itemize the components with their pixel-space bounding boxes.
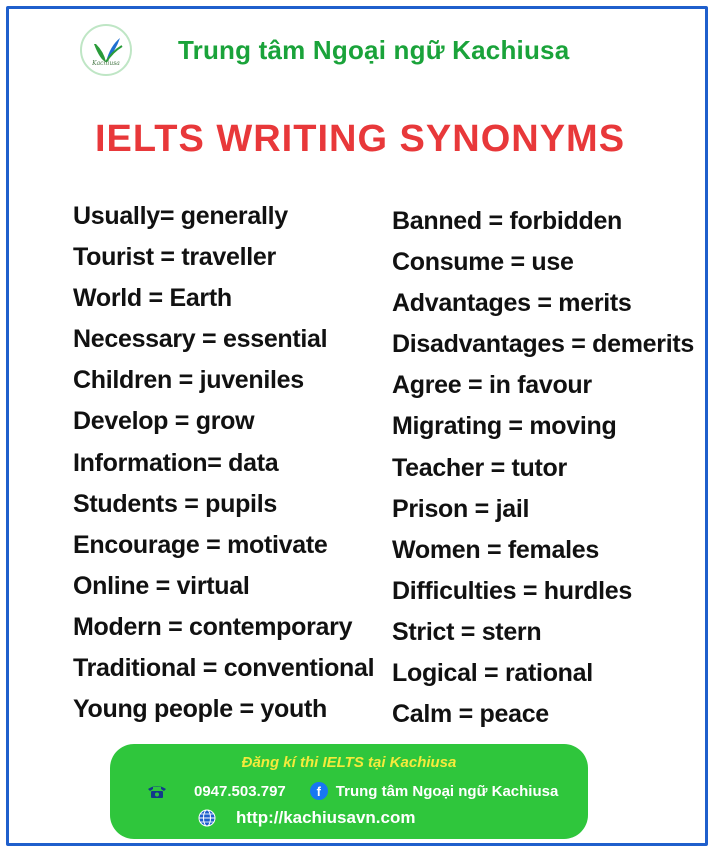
synonym-item: Usually= generally xyxy=(73,202,288,230)
contact-footer xyxy=(110,744,588,839)
page-title: IELTS WRITING SYNONYMS xyxy=(94,118,626,160)
synonym-item: Advantages = merits xyxy=(392,289,632,318)
synonym-item: Migrating = moving xyxy=(392,412,617,441)
synonym-item: Children = juveniles xyxy=(73,366,304,395)
footer-website-row xyxy=(198,806,415,830)
footer-contact-row xyxy=(146,780,568,802)
website-link[interactable]: http://kachiusavn.com xyxy=(236,808,416,827)
synonym-item: Consume = use xyxy=(392,248,574,277)
globe-icon xyxy=(198,809,216,827)
leaf-logo-icon xyxy=(80,24,132,76)
synonym-item: Agree = in favour xyxy=(392,371,592,400)
synonym-item: Teacher = tutor xyxy=(392,453,567,482)
synonym-item: Modern = contemporary xyxy=(73,612,353,641)
synonym-item: Necessary = essential xyxy=(73,325,328,354)
synonym-item: Online = virtual xyxy=(73,571,250,600)
synonym-item: Disadvantages = demerits xyxy=(392,330,694,359)
synonym-item: Young people = youth xyxy=(73,695,327,724)
facebook-icon: f xyxy=(310,782,328,800)
synonym-item: Calm = peace xyxy=(392,700,549,729)
synonym-item: Logical = rational xyxy=(392,659,593,688)
synonym-item: Traditional = conventional xyxy=(73,654,375,683)
synonym-item: Develop = grow xyxy=(73,407,255,436)
phone-icon xyxy=(146,783,168,799)
synonym-item: Women = females xyxy=(392,535,599,564)
facebook-page-link[interactable]: Trung tâm Ngoại ngữ Kachiusa xyxy=(335,782,559,800)
synonym-item: Difficulties = hurdles xyxy=(392,576,632,605)
synonym-item: Prison = jail xyxy=(392,494,530,523)
synonym-item: Strict = stern xyxy=(392,617,542,646)
synonym-item: Tourist = traveller xyxy=(73,243,276,272)
right-synonym-list xyxy=(392,201,694,735)
left-synonym-list xyxy=(73,196,374,730)
footer-slogan: Đăng kí thi IELTS tại Kachiusa xyxy=(241,754,457,771)
phone-number[interactable]: 0947.503.797 xyxy=(194,782,286,800)
synonym-item: Banned = forbidden xyxy=(392,207,623,235)
synonym-item: Students = pupils xyxy=(73,489,277,518)
logo-text: Kachiusa xyxy=(92,60,120,67)
synonym-item: Encourage = motivate xyxy=(73,530,328,559)
center-name: Trung tâm Ngoại ngữ Kachiusa xyxy=(178,34,570,65)
synonym-item: World = Earth xyxy=(73,284,232,313)
header xyxy=(80,20,600,80)
synonym-item: Information= data xyxy=(73,448,279,477)
